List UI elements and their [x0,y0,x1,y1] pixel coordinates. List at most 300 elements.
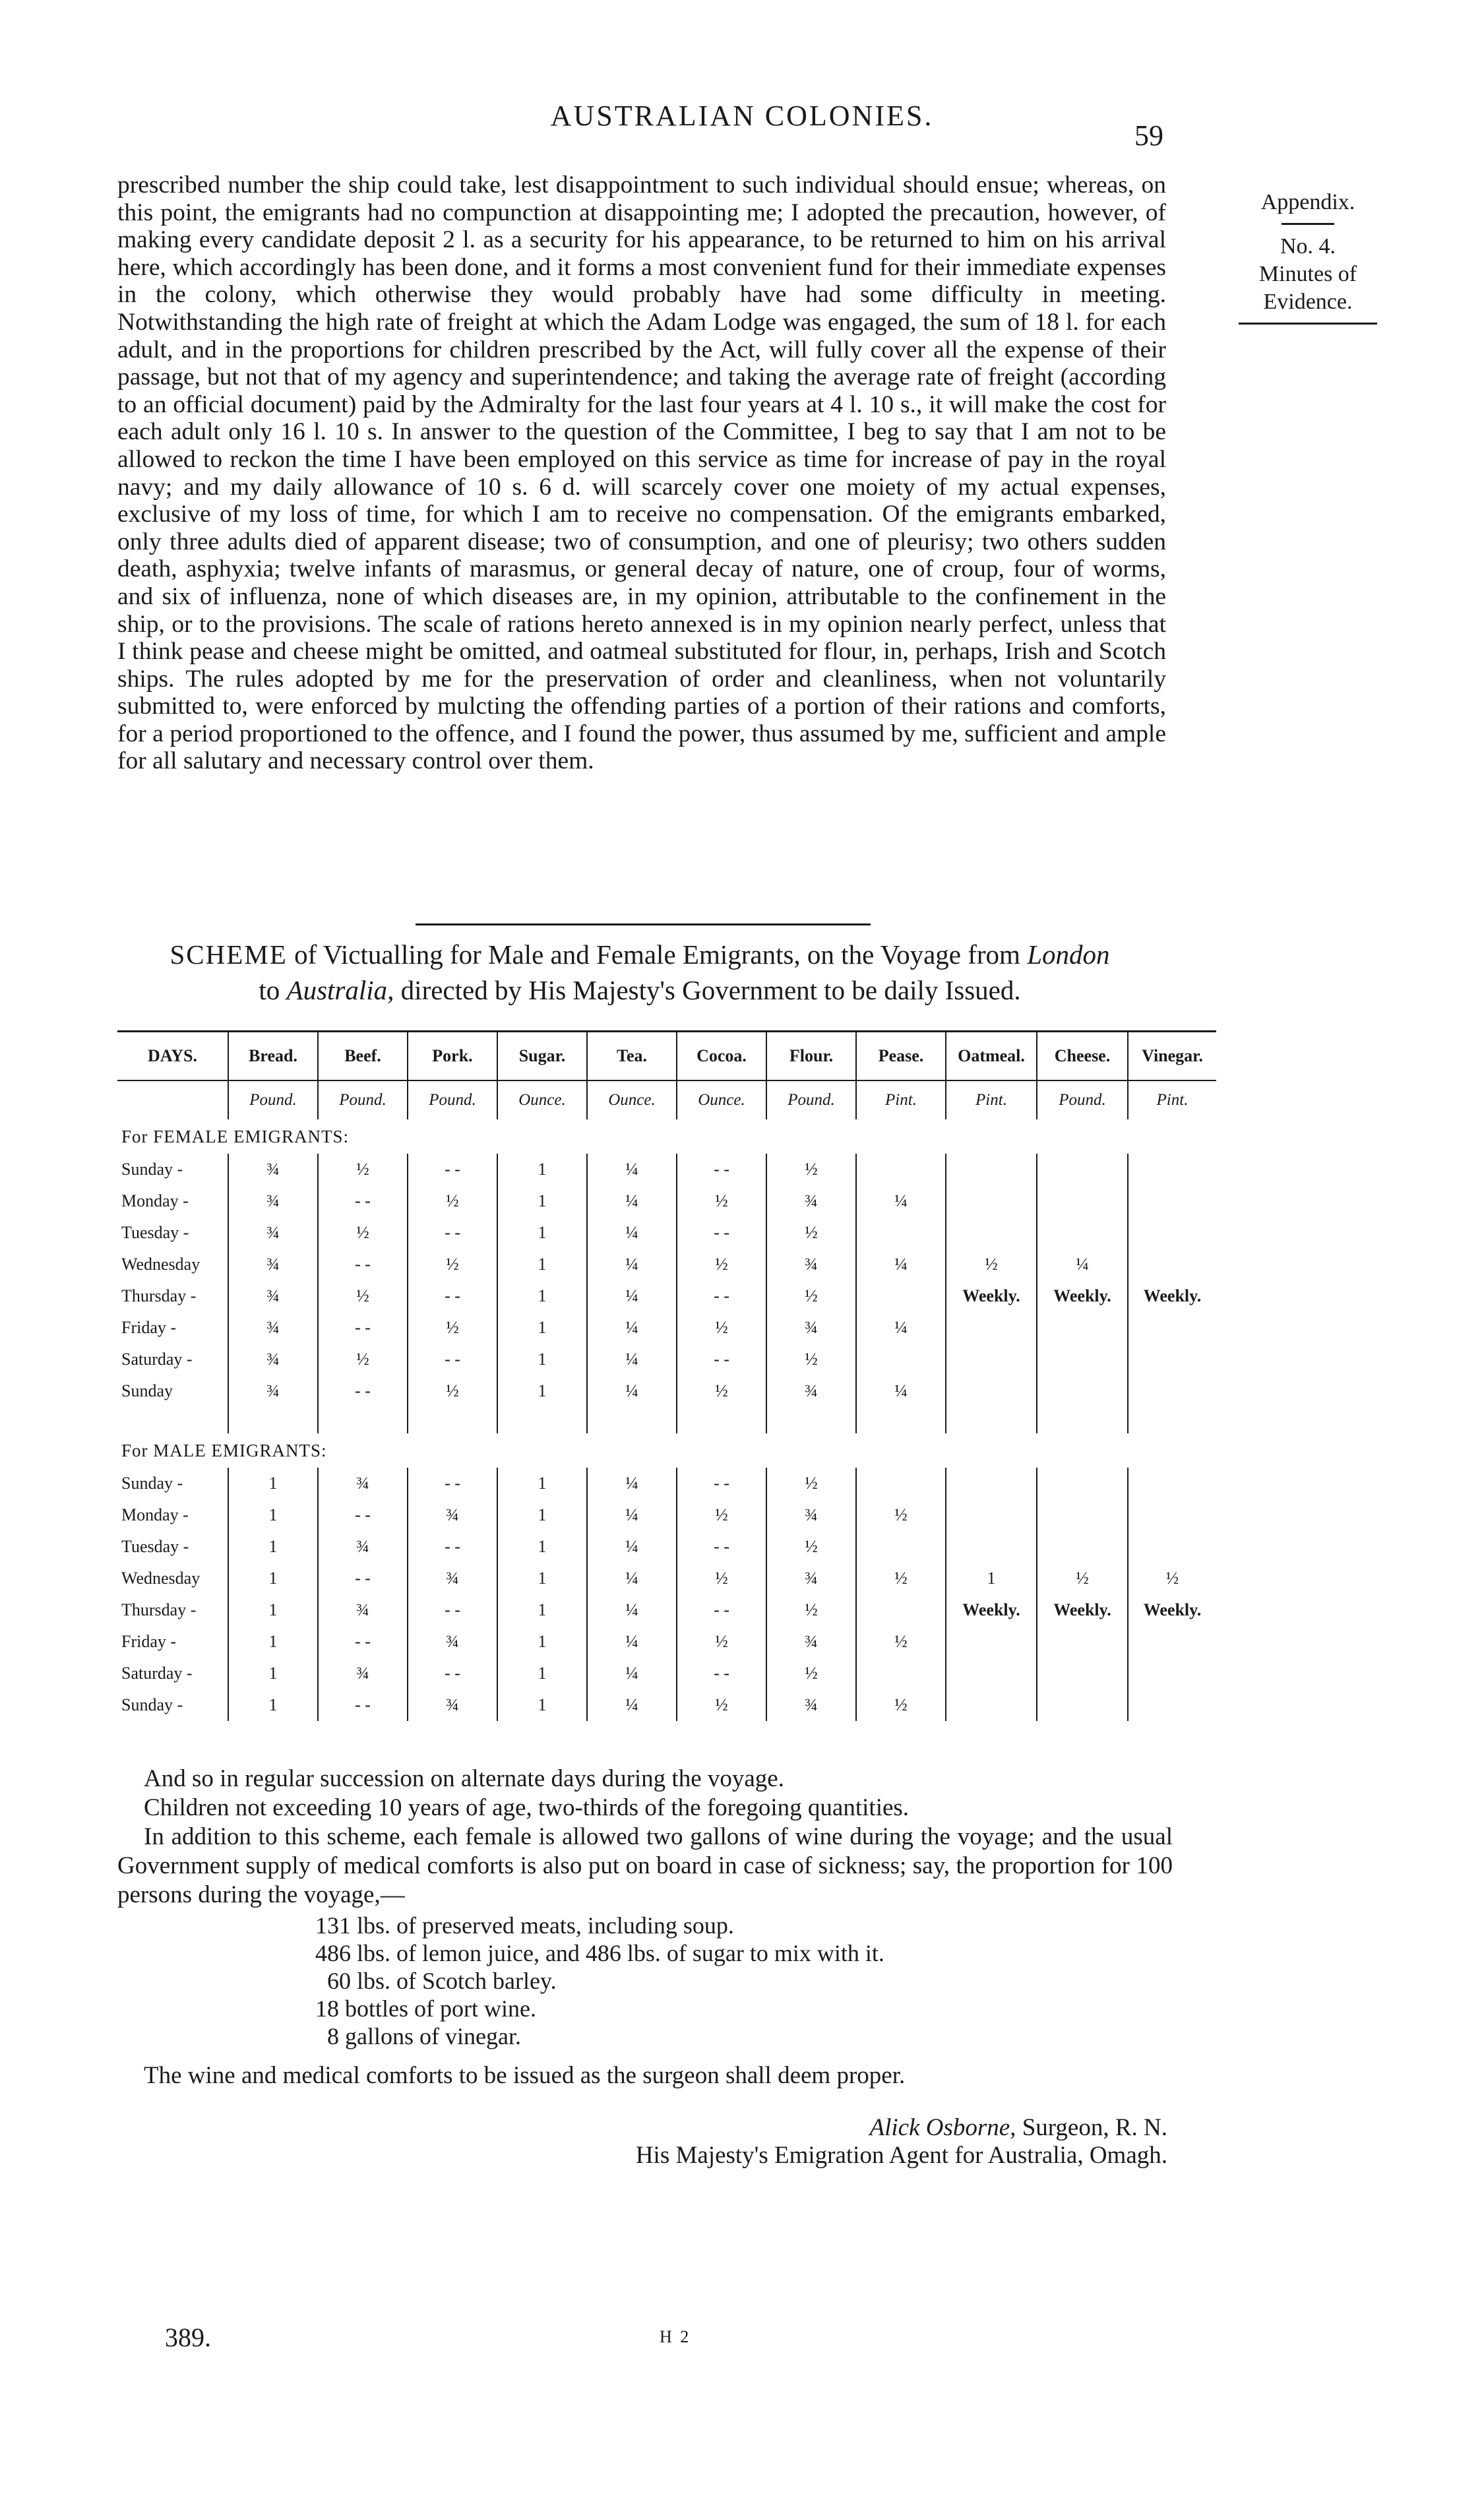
cell-day: Thursday - [121,1600,197,1619]
table-row [117,1563,1216,1594]
supply-item: 60 lbs. of Scotch barley. [327,1968,557,1994]
table-spacer-row [117,1407,1216,1433]
cell-flour: ¾ [766,1563,856,1594]
cell-pease [856,1468,946,1499]
cell-cocoa: - - [677,1531,766,1563]
running-head: AUSTRALIAN COLONIES. [550,100,934,132]
cell-cheese [1037,1468,1128,1499]
cell-oatmeal [946,1531,1037,1563]
footer-folio: 389. [165,2323,211,2352]
cell-beef: ¾ [318,1594,408,1626]
scheme-title-text1: of Victualling for Male and Female Emigrants, on the Voyage from [287,939,1028,970]
victualling-table [117,1030,1203,1721]
table-header-cell: Cheese. [1037,1032,1128,1081]
unit-cell: Ounce. [677,1080,766,1119]
cell-cocoa: - - [677,1658,766,1689]
cell-pork: ¾ [408,1499,497,1531]
cell-cheese [1037,1626,1128,1658]
cell-sugar: 1 [497,1375,587,1407]
cell-pease: ½ [856,1499,946,1531]
cell-tea: ¼ [587,1658,677,1689]
scheme-title-text2a: to [259,975,287,1005]
supply-item: 8 gallons of vinegar. [327,2023,521,2049]
cell-cocoa: - - [677,1344,766,1375]
cell-beef: - - [318,1499,408,1531]
cell-oatmeal [946,1375,1037,1407]
table-header-cell: Sugar. [497,1032,587,1081]
cell-vinegar [1128,1689,1216,1721]
cell-tea: ¼ [587,1531,677,1563]
cell-cocoa: - - [677,1217,766,1249]
supply-item: 486 lbs. of lemon juice, and 486 lbs. of sugar to mix with it. [315,1940,884,1966]
cell-vinegar [1128,1468,1216,1499]
table-row [117,1689,1216,1721]
note-children: Children not exceeding 10 years of age, two-thirds of the foregoing quantities. [144,1794,910,1821]
table-header-cell: DAYS. [117,1032,228,1081]
cell-day: Monday - [121,1505,189,1524]
cheese-weekly-note: Weekly. [1053,1286,1111,1305]
spacer-cell [1037,1407,1128,1433]
note-succession: And so in regular succession on alternate days during the voyage. [144,1765,784,1792]
table-header-cell: Beef. [318,1032,408,1081]
cell-cheese [1037,1531,1128,1563]
table-row [117,1658,1216,1689]
section-label: For MALE EMIGRANTS: [121,1440,327,1460]
cell-pork: - - [408,1280,497,1312]
cell-cheese [1037,1594,1128,1626]
cell-beef: - - [318,1626,408,1658]
supply-item: 131 lbs. of preserved meats, including soup. [315,1912,734,1939]
vinegar-weekly-note: Weekly. [1143,1600,1202,1619]
vinegar-weekly-note: Weekly. [1143,1286,1202,1305]
cell-bread: ¾ [228,1249,318,1280]
cell-beef: ¾ [318,1531,408,1563]
cell-oatmeal [946,1312,1037,1344]
cell-vinegar [1128,1626,1216,1658]
cell-cheese [1037,1312,1128,1344]
cell-cocoa: - - [677,1154,766,1185]
cell-tea: ¼ [587,1626,677,1658]
cell-flour: ½ [766,1344,856,1375]
note-wine-comforts: In addition to this scheme, each female is allowed two gallons of wine during the voyage; and the usual Government supply of medical comforts is also put on board in case of sickness; say, the proportion for 100 persons during the voyage,— [117,1823,1173,1908]
signature-line1 [0,2114,1167,2142]
cell-vinegar [1128,1312,1216,1344]
cell-cocoa: - - [677,1468,766,1499]
cell-oatmeal [946,1154,1037,1185]
cell-oatmeal [946,1689,1037,1721]
cell-cheese [1037,1280,1128,1312]
cell-tea: ¼ [587,1312,677,1344]
section-label: For FEMALE EMIGRANTS: [121,1126,350,1146]
cell-bread: 1 [228,1658,318,1689]
cell-oatmeal [946,1468,1037,1499]
cell-pork: ¾ [408,1626,497,1658]
cell-beef: - - [318,1563,408,1594]
cell-cheese [1037,1499,1128,1531]
cell-vinegar [1128,1594,1216,1626]
cell-pease: ¼ [856,1185,946,1217]
unit-cell: Pound. [766,1080,856,1119]
cell-vinegar [1128,1531,1216,1563]
cell-sugar: 1 [497,1499,587,1531]
vinegar-quantity: ½ [1165,1569,1179,1588]
victualling-table-grid [117,1030,1216,1721]
cell-cocoa: ½ [677,1499,766,1531]
unit-cell: Pound. [1037,1080,1128,1119]
cell-sugar: 1 [497,1280,587,1312]
table-header-cell: Pease. [856,1032,946,1081]
cheese-quantity: ½ [1076,1569,1089,1588]
cell-day: Sunday [121,1381,173,1400]
unit-cell: Pound. [408,1080,497,1119]
page-number: 59 [1134,119,1163,152]
cell-pease [856,1594,946,1626]
cell-tea: ¼ [587,1375,677,1407]
oatmeal-weekly-note: Weekly. [962,1286,1020,1305]
spacer-cell [117,1407,228,1433]
signature-title: Surgeon, R. N. [1016,2114,1167,2141]
cell-pork: - - [408,1594,497,1626]
table-header-cell: Vinegar. [1128,1032,1216,1081]
cell-bread: 1 [228,1531,318,1563]
cell-bread: 1 [228,1468,318,1499]
cell-flour: ½ [766,1217,856,1249]
unit-cell [117,1080,228,1119]
table-row [117,1531,1216,1563]
body-paragraph: prescribed number the ship could take, lest disappointment to such individual should ensue; whereas, on this point, the emigrants had no compunction at disappointing me; I adopted the precaution, however, of making every candidate deposit 2 l. as a security for his appearance, to be returned to him on his arrival here, which accordingly has been done, and it forms a most convenient fund for their immediate expenses in the colony, which otherwise they would probably have had some difficulty in meeting. Notwithstanding the high rate of freight at which the Adam Lodge was engaged, the sum of 18 l. for each adult, and in the proportions for children prescribed by the Act, will fully cover all the expense of their passage, but not that of my agency and superintendence; and taking the average rate of freight (according to an official document) paid by the Admiralty for the last four years at 4 l. 10 s., it will make the cost for each adult only 16 l. 10 s. In answer to the question of the Committee, I beg to say that I am not to be allowed to reckon the time I have been employed on this service as time for increase of pay in the royal navy; and my daily allowance of 10 s. 6 d. will scarcely cover one moiety of my actual expenses, exclusive of my loss of time, for which I am to receive no compensation. Of the emigrants embarked, only three adults died of apparent disease; two of consumption, and one of pleurisy; two others sudden death, asphyxia; twelve infants of marasmus, or general decay of nature, one of croup, four of worms, and six of influenza, none of which diseases are, in my opinion, attributable to the confinement in the ship, or to the provisions. The scale of rations hereto annexed is in my opinion nearly perfect, unless that I think pease and cheese might be omitted, and oatmeal substituted for flour, in, perhaps, Irish and Scotch ships. The rules adopted by me for the preservation of order and cleanliness, when not voluntarily submitted to, were enforced by mulcting the offending parties of a portion of their rations and comforts, for a period proportioned to the offence, and I found the power, thus assumed by me, sufficient and ample for all salutary and necessary control over them. [117,172,1166,775]
cell-pease [856,1531,946,1563]
scheme-title-text2b: directed by His Majesty's Government to be daily Issued. [394,975,1021,1005]
cell-cocoa: - - [677,1594,766,1626]
cell-flour: ½ [766,1658,856,1689]
cell-beef: ½ [318,1280,408,1312]
cell-tea: ¼ [587,1185,677,1217]
cell-day: Friday - [121,1632,177,1651]
unit-cell: Pound. [318,1080,408,1119]
cell-flour: ½ [766,1154,856,1185]
cell-bread: ¾ [228,1154,318,1185]
cell-bread: ¾ [228,1217,318,1249]
cell-pork: - - [408,1658,497,1689]
cell-oatmeal [946,1499,1037,1531]
cell-cocoa: ½ [677,1626,766,1658]
table-header-cell: Cocoa. [677,1032,766,1081]
cell-tea: ¼ [587,1689,677,1721]
unit-cell: Ounce. [587,1080,677,1119]
cell-day: Saturday - [121,1350,193,1369]
margin-note-rule [1282,223,1334,225]
cell-sugar: 1 [497,1344,587,1375]
cell-sugar: 1 [497,1563,587,1594]
footer-signature-mark: H 2 [660,2327,691,2346]
cell-beef: - - [318,1185,408,1217]
cell-beef: - - [318,1312,408,1344]
unit-cell: Pint. [856,1080,946,1119]
cell-beef: ½ [318,1154,408,1185]
cell-sugar: 1 [497,1468,587,1499]
cell-vinegar [1128,1658,1216,1689]
unit-cell: Ounce. [497,1080,587,1119]
cell-vinegar [1128,1280,1216,1312]
cell-flour: ¾ [766,1312,856,1344]
cell-beef: ¾ [318,1658,408,1689]
cell-bread: ¾ [228,1375,318,1407]
cell-day: Tuesday - [121,1537,189,1556]
table-section-row [117,1119,1216,1154]
cell-pease: ½ [856,1626,946,1658]
cell-flour: ¾ [766,1185,856,1217]
cell-vinegar [1128,1563,1216,1594]
cell-vinegar [1128,1499,1216,1531]
cell-oatmeal [946,1626,1037,1658]
cell-cheese [1037,1154,1128,1185]
cell-sugar: 1 [497,1689,587,1721]
cell-sugar: 1 [497,1594,587,1626]
cell-pease [856,1217,946,1249]
supply-item: 18 bottles of port wine. [315,1995,536,2022]
margin-note [1232,189,1384,325]
cell-tea: ¼ [587,1249,677,1280]
table-header-cell: Bread. [228,1032,318,1081]
cheese-quantity: ¼ [1076,1255,1089,1274]
margin-note-rule-long [1239,323,1377,325]
cell-beef: ½ [318,1217,408,1249]
table-header-row [117,1032,1216,1081]
oatmeal-quantity: 1 [987,1569,996,1588]
cell-pork: ½ [408,1375,497,1407]
cell-bread: 1 [228,1499,318,1531]
table-row [117,1249,1216,1280]
cell-cocoa: - - [677,1280,766,1312]
cell-day: Wednesday [121,1569,201,1588]
cell-beef: - - [318,1689,408,1721]
cell-cheese [1037,1344,1128,1375]
cell-beef: - - [318,1375,408,1407]
cell-pork: - - [408,1468,497,1499]
scheme-title-australia: Australia, [286,975,394,1005]
scheme-title-london: London [1027,939,1110,970]
supplies-list [315,1912,884,2050]
cell-beef: ½ [318,1344,408,1375]
cell-tea: ¼ [587,1563,677,1594]
cell-day: Monday - [121,1191,189,1210]
cell-day: Sunday - [121,1695,183,1714]
table-row [117,1280,1216,1312]
cell-day: Tuesday - [121,1223,189,1242]
closing-remark: The wine and medical comforts to be issued as the surgeon shall deem proper. [144,2062,906,2089]
cell-pease [856,1154,946,1185]
table-header-cell: Oatmeal. [946,1032,1037,1081]
cell-oatmeal [946,1280,1037,1312]
cell-day: Thursday - [121,1286,197,1305]
cell-pork: - - [408,1531,497,1563]
spacer-cell [766,1407,856,1433]
cell-flour: ¾ [766,1249,856,1280]
cell-oatmeal [946,1658,1037,1689]
cell-cocoa: ½ [677,1185,766,1217]
cell-oatmeal [946,1594,1037,1626]
spacer-cell [946,1407,1037,1433]
cell-bread: 1 [228,1563,318,1594]
margin-note-appendix: Appendix. [1260,190,1355,214]
cell-pork: ½ [408,1185,497,1217]
cell-tea: ¼ [587,1280,677,1312]
cell-day: Friday - [121,1318,177,1337]
cell-pork: ¾ [408,1563,497,1594]
cell-flour: ½ [766,1531,856,1563]
cell-cheese [1037,1185,1128,1217]
cell-vinegar [1128,1344,1216,1375]
table-header-cell: Flour. [766,1032,856,1081]
table-section-row [117,1433,1216,1468]
cell-oatmeal [946,1185,1037,1217]
cell-bread: 1 [228,1594,318,1626]
cell-pork: ¾ [408,1689,497,1721]
cell-cheese [1037,1563,1128,1594]
cell-cocoa: ½ [677,1375,766,1407]
spacer-cell [1128,1407,1216,1433]
table-row [117,1594,1216,1626]
unit-cell: Pint. [946,1080,1037,1119]
cell-tea: ¼ [587,1594,677,1626]
table-row [117,1626,1216,1658]
cell-bread: 1 [228,1689,318,1721]
cell-sugar: 1 [497,1531,587,1563]
cell-cheese [1037,1217,1128,1249]
scheme-title-caps: SCHEME [170,939,288,970]
table-row [117,1312,1216,1344]
cell-pease: ¼ [856,1375,946,1407]
signature-name: Alick Osborne, [869,2114,1016,2141]
cell-pease [856,1344,946,1375]
cell-pease: ¼ [856,1312,946,1344]
cell-sugar: 1 [497,1185,587,1217]
cell-oatmeal [946,1563,1037,1594]
cell-vinegar [1128,1185,1216,1217]
signature-block [0,2114,1167,2170]
margin-note-minutes: Minutes of [1258,262,1357,286]
table-row [117,1344,1216,1375]
unit-cell: Pint. [1128,1080,1216,1119]
cell-day: Sunday - [121,1160,183,1179]
cell-sugar: 1 [497,1658,587,1689]
cell-beef: - - [318,1249,408,1280]
cell-pork: ½ [408,1312,497,1344]
cell-bread: ¾ [228,1185,318,1217]
table-row [117,1154,1216,1185]
cell-tea: ¼ [587,1217,677,1249]
cell-flour: ¾ [766,1626,856,1658]
cell-cheese [1037,1689,1128,1721]
cell-pease: ½ [856,1563,946,1594]
cell-cheese [1037,1375,1128,1407]
cell-cocoa: ½ [677,1312,766,1344]
cell-pork: - - [408,1344,497,1375]
spacer-cell [318,1407,408,1433]
unit-cell: Pound. [228,1080,318,1119]
cell-oatmeal [946,1344,1037,1375]
cheese-weekly-note: Weekly. [1053,1600,1111,1619]
cell-day: Wednesday [121,1255,201,1274]
cell-sugar: 1 [497,1312,587,1344]
section-divider [416,923,871,925]
cell-vinegar [1128,1154,1216,1185]
table-body [117,1080,1216,1721]
scheme-title [99,937,1181,1008]
cell-cheese [1037,1249,1128,1280]
cell-sugar: 1 [497,1249,587,1280]
cell-pork: ½ [408,1249,497,1280]
cell-oatmeal [946,1249,1037,1280]
spacer-cell [856,1407,946,1433]
table-header-cell: Tea. [587,1032,677,1081]
cell-tea: ¼ [587,1154,677,1185]
cell-bread: ¾ [228,1280,318,1312]
cell-vinegar [1128,1249,1216,1280]
cell-beef: ¾ [318,1468,408,1499]
signature-line2: His Majesty's Emigration Agent for Australia, Omagh. [635,2142,1167,2169]
cell-day: Saturday - [121,1664,193,1683]
spacer-cell [408,1407,497,1433]
cell-vinegar [1128,1375,1216,1407]
cell-sugar: 1 [497,1217,587,1249]
cell-pork: - - [408,1217,497,1249]
cell-bread: ¾ [228,1344,318,1375]
oatmeal-quantity: ½ [985,1255,998,1274]
cell-flour: ½ [766,1594,856,1626]
spacer-cell [497,1407,587,1433]
cell-bread: ¾ [228,1312,318,1344]
table-header-cell: Pork. [408,1032,497,1081]
cell-flour: ½ [766,1280,856,1312]
cell-flour: ¾ [766,1375,856,1407]
table-row [117,1217,1216,1249]
cell-pease: ¼ [856,1249,946,1280]
cell-vinegar [1128,1217,1216,1249]
table-row [117,1375,1216,1407]
oatmeal-weekly-note: Weekly. [962,1600,1020,1619]
cell-tea: ¼ [587,1499,677,1531]
cell-flour: ¾ [766,1689,856,1721]
cell-cocoa: ½ [677,1689,766,1721]
table-row [117,1499,1216,1531]
table-units-row [117,1080,1216,1119]
cell-pease [856,1658,946,1689]
cell-flour: ¾ [766,1499,856,1531]
cell-pork: - - [408,1154,497,1185]
margin-note-number: No. 4. [1280,234,1336,259]
notes [117,1765,1173,1910]
cell-cheese [1037,1658,1128,1689]
margin-note-evidence: Evidence. [1263,290,1353,314]
cell-pease [856,1280,946,1312]
cell-sugar: 1 [497,1626,587,1658]
spacer-cell [677,1407,766,1433]
cell-tea: ¼ [587,1468,677,1499]
table-row [117,1185,1216,1217]
cell-pease: ½ [856,1689,946,1721]
cell-cocoa: ½ [677,1249,766,1280]
cell-oatmeal [946,1217,1037,1249]
spacer-cell [587,1407,677,1433]
table-row [117,1468,1216,1499]
cell-sugar: 1 [497,1154,587,1185]
cell-cocoa: ½ [677,1563,766,1594]
cell-tea: ¼ [587,1344,677,1375]
cell-bread: 1 [228,1626,318,1658]
spacer-cell [228,1407,318,1433]
cell-day: Sunday - [121,1474,183,1493]
